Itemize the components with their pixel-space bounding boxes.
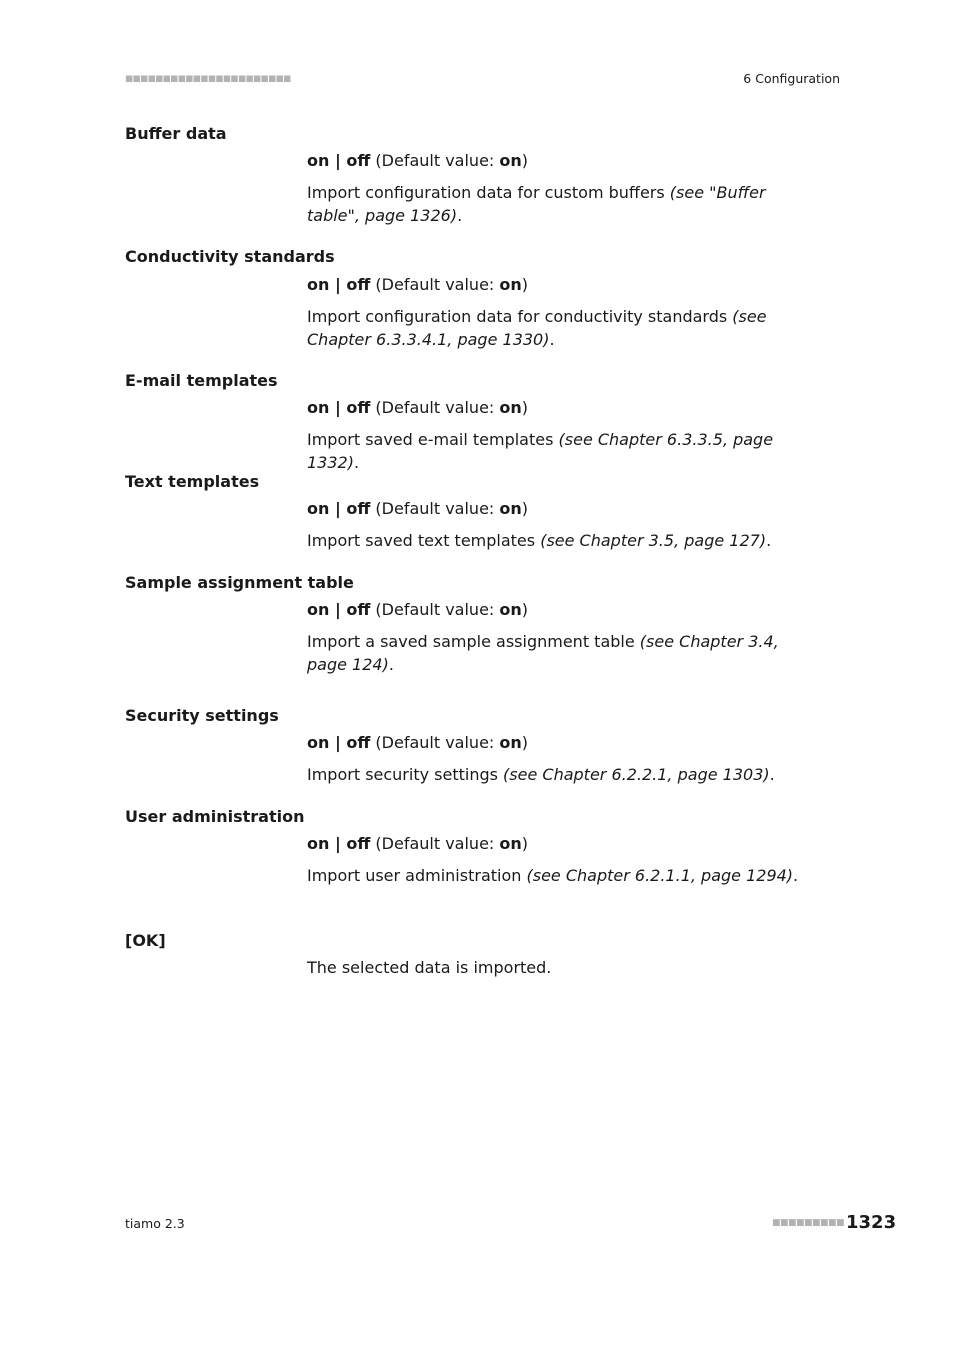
- default-prefix: (Default value:: [370, 834, 500, 853]
- default-prefix: (Default value:: [370, 733, 500, 752]
- option-description: [307, 630, 822, 676]
- description-end: .: [388, 655, 394, 674]
- default-suffix: ): [521, 733, 529, 752]
- option-values: on | off: [307, 499, 371, 518]
- default-value: on: [499, 834, 522, 853]
- option-title: Sample assignment table: [125, 573, 354, 592]
- option-values-line: [307, 834, 528, 853]
- description-text: Import configuration data for conductivity standards: [307, 307, 733, 326]
- option-description: [307, 529, 822, 552]
- description-text: Import saved e-mail templates: [307, 430, 559, 449]
- default-suffix: ): [521, 151, 529, 170]
- cross-reference-link[interactable]: (see Chapter 6.3.3.5, page 1332): [307, 430, 774, 472]
- default-suffix: ): [521, 834, 529, 853]
- option-values-line: [307, 733, 528, 752]
- description-text: Import user administration: [307, 866, 527, 885]
- default-suffix: ): [521, 600, 529, 619]
- cross-reference-link[interactable]: (see "Buffer table", page 1326): [307, 183, 766, 225]
- cross-reference-link[interactable]: (see Chapter 3.5, page 127): [540, 531, 767, 550]
- header-decoration: ■■■■■■■■■■■■■■■■■■■■■■: [125, 74, 291, 84]
- description-end: .: [793, 866, 799, 885]
- default-value: on: [499, 600, 522, 619]
- option-title: Security settings: [125, 706, 279, 725]
- description-text: Import saved text templates: [307, 531, 541, 550]
- option-values: on | off: [307, 600, 371, 619]
- chapter-title: 6 Configuration: [743, 71, 840, 86]
- description-text: Import configuration data for custom buffers: [307, 183, 670, 202]
- option-values: on | off: [307, 275, 371, 294]
- cross-reference-link[interactable]: (see Chapter 6.3.3.4.1, page 1330): [307, 307, 767, 349]
- option-values-line: [307, 600, 528, 619]
- option-description: [307, 181, 822, 227]
- cross-reference-link[interactable]: (see Chapter 6.2.2.1, page 1303): [503, 765, 770, 784]
- footer-decoration: ■■■■■■■■■: [772, 1218, 845, 1228]
- default-prefix: (Default value:: [370, 151, 500, 170]
- description-text: Import a saved sample assignment table: [307, 632, 640, 651]
- description-end: .: [353, 453, 360, 472]
- option-values: on | off: [307, 398, 371, 417]
- option-values-line: [307, 151, 528, 170]
- page-number: 1323: [846, 1212, 897, 1233]
- option-values-line: [307, 499, 528, 518]
- option-title: Conductivity standards: [125, 247, 335, 266]
- option-values-line: [307, 275, 528, 294]
- default-value: on: [499, 499, 522, 518]
- ok-button-title: [OK]: [125, 931, 166, 950]
- default-prefix: (Default value:: [370, 600, 500, 619]
- default-prefix: (Default value:: [370, 275, 500, 294]
- option-title: Buffer data: [125, 124, 227, 143]
- default-suffix: ): [521, 275, 529, 294]
- option-values: on | off: [307, 733, 371, 752]
- description-end: .: [769, 765, 775, 784]
- option-description: [307, 428, 822, 474]
- default-suffix: ): [521, 499, 529, 518]
- option-values: on | off: [307, 151, 371, 170]
- option-description: [307, 864, 822, 887]
- default-value: on: [499, 275, 522, 294]
- cross-reference-link[interactable]: (see Chapter 6.2.1.1, page 1294): [526, 866, 794, 885]
- default-value: on: [499, 733, 522, 752]
- description-end: .: [766, 531, 772, 550]
- ok-description: The selected data is imported.: [307, 958, 552, 977]
- default-value: on: [499, 151, 522, 170]
- option-values: on | off: [307, 834, 371, 853]
- cross-reference-link[interactable]: (see Chapter 3.4, page 124): [307, 632, 779, 674]
- product-version: tiamo 2.3: [125, 1216, 185, 1231]
- option-values-line: [307, 398, 528, 417]
- default-value: on: [499, 398, 522, 417]
- option-title: Text templates: [125, 472, 260, 491]
- description-text: Import security settings: [307, 765, 504, 784]
- option-title: E-mail templates: [125, 371, 278, 390]
- option-description: [307, 305, 822, 351]
- default-prefix: (Default value:: [370, 398, 500, 417]
- description-end: .: [457, 206, 463, 225]
- default-prefix: (Default value:: [370, 499, 500, 518]
- default-suffix: ): [521, 398, 529, 417]
- description-end: .: [549, 330, 555, 349]
- option-title: User administration: [125, 807, 305, 826]
- option-description: [307, 763, 822, 786]
